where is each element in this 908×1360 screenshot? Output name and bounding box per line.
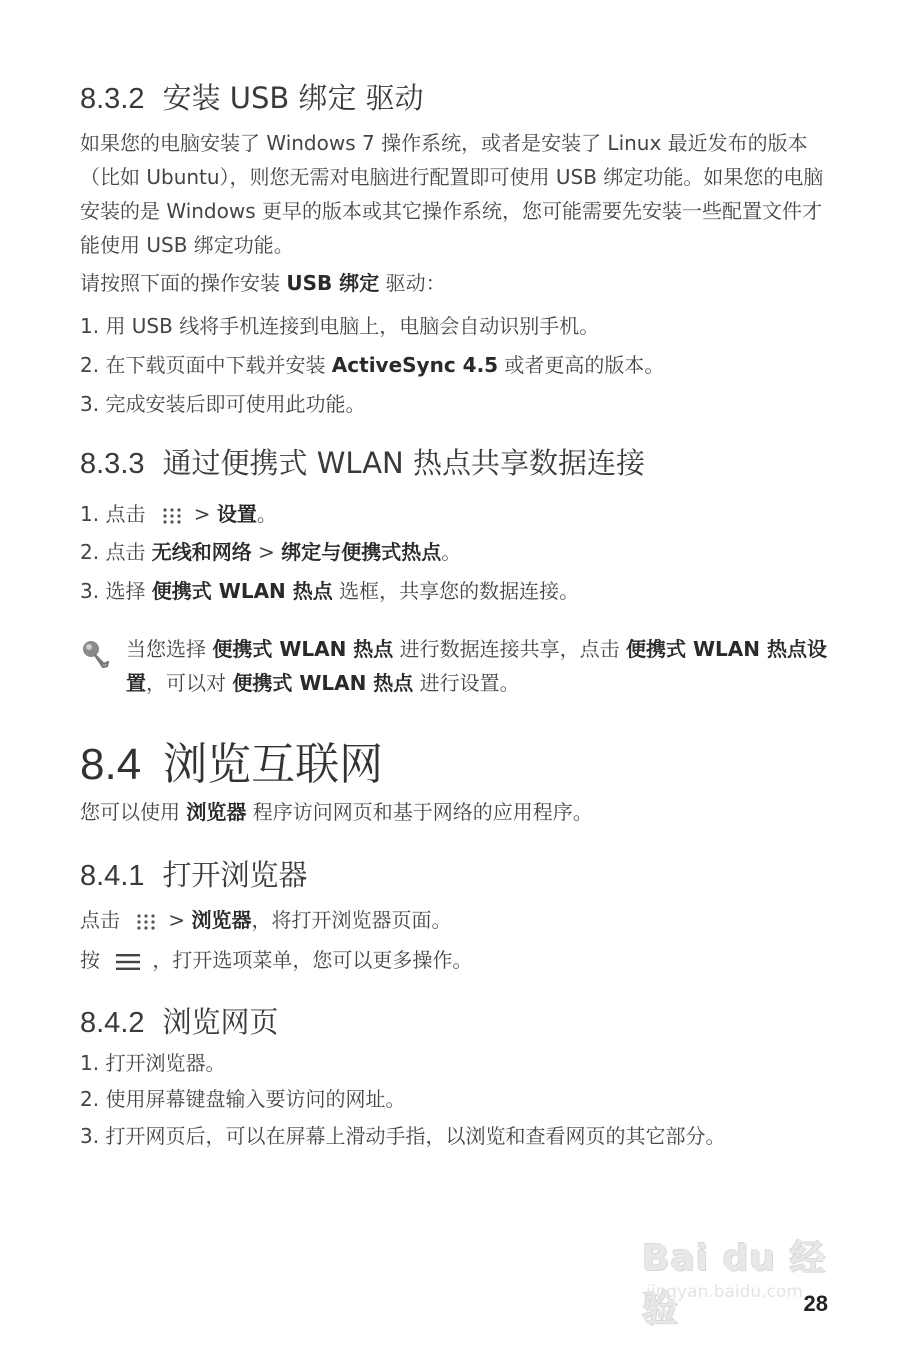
section-heading-8-3-2	[80, 76, 424, 117]
browse-step-3: 3. 打开网页后，可以在屏幕上滑动手指，以浏览和查看网页的其它部分。	[80, 1124, 726, 1148]
tethering-hotspot-bold: 绑定与便携式热点	[281, 540, 442, 564]
step-2: 2. 在下载页面中下载并安装 ActiveSync 4.5 或者更高的版本。	[80, 353, 665, 377]
section-number: 8.3.2	[80, 83, 145, 115]
open-browser-line: 点击 > 浏览器，将打开浏览器页面。	[80, 908, 452, 932]
section-title: 浏览互联网	[163, 739, 384, 790]
intro-paragraph: 如果您的电脑安装了 Windows 7 操作系统，或者是安装了 Linux 最近发布的版本 （比如 Ubuntu），则您无需对电脑进行配置即可使用 USB 绑定功能。如果您的电脑安装的是 Windows 更早的版本或其它操作系统，您可能需要先安装一些配置文件才能使用 USB 绑定功能。	[80, 131, 824, 257]
browser-bold: 浏览器	[186, 800, 247, 824]
settings-bold: 设置	[216, 502, 257, 526]
section-number: 8.4	[80, 740, 142, 789]
portable-wlan-hotspot-bold: 便携式 WLAN 热点	[151, 579, 333, 603]
section-title: 通过便携式 WLAN 热点共享数据连接	[162, 446, 645, 480]
hotspot-step-2: 2. 点击 无线和网络 > 绑定与便携式热点。	[80, 540, 462, 564]
section-heading-8-4	[80, 728, 383, 792]
activesync-bold: ActiveSync 4.5	[331, 353, 499, 377]
browse-step-2: 2. 使用屏幕键盘输入要访问的网址。	[80, 1087, 406, 1111]
step-1: 1. 用 USB 线将手机连接到电脑上，电脑会自动识别手机。	[80, 314, 600, 338]
app-grid-icon	[136, 913, 156, 931]
section-title: 安装 USB 绑定 驱动	[162, 81, 424, 115]
step-3: 3. 完成安装后即可使用此功能。	[80, 392, 366, 416]
section-number: 8.3.3	[80, 448, 145, 480]
note-icon	[80, 638, 112, 670]
section-title: 浏览网页	[162, 1005, 279, 1039]
hotspot-step-1: 1. 点击 > 设置。	[80, 502, 277, 526]
hotspot-step-3: 3. 选择 便携式 WLAN 热点 选框，共享您的数据连接。	[80, 579, 580, 603]
watermark-logo: Bai du 经验	[642, 1238, 827, 1330]
page-number: 28	[803, 1291, 828, 1316]
watermark-url: jingyan.baidu.com	[646, 1282, 803, 1302]
browser-bold: 浏览器	[191, 908, 252, 932]
section-heading-8-3-3	[80, 441, 645, 482]
wireless-networks-bold: 无线和网络	[151, 540, 252, 564]
install-lead-line: 请按照下面的操作安装 USB 绑定 驱动：	[80, 271, 446, 295]
options-menu-line: 按 ，打开选项菜单，您可以更多操作。	[80, 948, 473, 972]
browse-step-1: 1. 打开浏览器。	[80, 1051, 226, 1075]
note-text: 当您选择 便携式 WLAN 热点 进行数据连接共享，点击 便携式 WLAN 热点设置，可以对 便携式 WLAN 热点 进行设置。	[126, 637, 827, 695]
browser-intro: 您可以使用 浏览器 程序访问网页和基于网络的应用程序。	[80, 800, 593, 824]
section-number: 8.4.1	[80, 860, 145, 892]
section-heading-8-4-2	[80, 1000, 279, 1041]
section-heading-8-4-1	[80, 853, 308, 894]
menu-icon	[116, 953, 140, 971]
section-number: 8.4.2	[80, 1007, 145, 1039]
usb-bind-bold: USB 绑定	[286, 271, 380, 295]
section-title: 打开浏览器	[162, 858, 308, 892]
app-grid-icon	[162, 507, 182, 525]
